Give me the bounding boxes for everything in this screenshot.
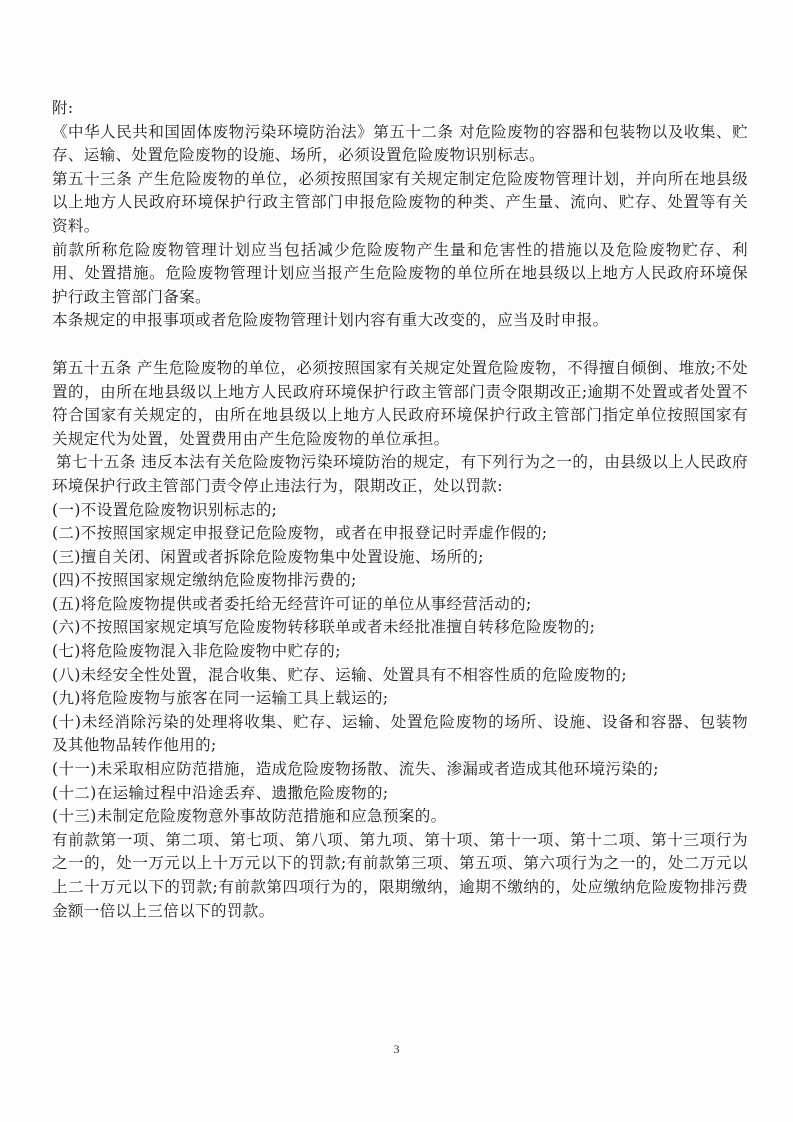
- article-75: 第七十五条 违反本法有关危险废物污染环境防治的规定，有下列行为之一的，由县级以上人民政府环境保护行政主管部门责令停止违法行为，限期改正，处以罚款:: [52, 453, 748, 495]
- list-item: (七)将危险废物混入非危险废物中贮存的;: [52, 642, 341, 661]
- list-item: (八)未经安全性处置，混合收集、贮存、运输、处置具有不相容性质的危险废物的;: [52, 665, 628, 684]
- list-item: (二)不按照国家规定申报登记危险废物，或者在申报登记时弄虚作假的;: [52, 524, 548, 543]
- list-item: (十三)未制定危险废物意外事故防范措施和应急预案的。: [52, 807, 447, 826]
- article-55: 第五十五条 产生危险废物的单位，必须按照国家有关规定处置危险废物，不得擅自倾倒、堆放;不处置的，由所在地县级以上地方人民政府环境保护行政主管部门责令限期改正;逾期不处置或者处置不符合国家有关规定的，由所在地县级以上地方人民政府环境保护行政主管部门指定单位按照国家有关规定代为处置，处置费用由产生危险废物的单位承担。: [52, 358, 748, 448]
- article-52: 《中华人民共和国固体废物污染环境防治法》第五十二条 对危险废物的容器和包装物以及收集、贮存、运输、处置危险废物的设施、场所，必须设置危险废物识别标志。: [52, 122, 748, 165]
- list-item: (四)不按照国家规定缴纳危险废物排污费的;: [52, 571, 357, 590]
- list-item: (六)不按照国家规定填写危险废物转移联单或者未经批准擅自转移危险废物的;: [52, 618, 596, 637]
- list-item: (三)擅自关闭、闲置或者拆除危险废物集中处置设施、场所的;: [52, 547, 484, 566]
- article-53-paragraph-2: 前款所称危险废物管理计划应当包括减少危险废物产生量和危害性的措施以及危险废物贮存、利用、处置措施。危险废物管理计划应当报产生危险废物的单位所在地县级以上地方人民政府环境保护行政主管部门备案。: [52, 240, 748, 306]
- appendix-heading: 附:: [52, 99, 74, 117]
- list-item: (十)未经消除污染的处理将收集、贮存、运输、处置危险废物的场所、设施、设备和容器、包装物及其他物品转作他用的;: [52, 712, 748, 755]
- list-item: (十一)未采取相应防范措施，造成危险废物扬散、流失、渗漏或者造成其他环境污染的;: [52, 760, 659, 779]
- page-number: 3: [393, 1042, 400, 1056]
- list-item: (一)不设置危险废物识别标志的;: [52, 500, 278, 519]
- section-spacer: [52, 333, 748, 357]
- document-body: [52, 97, 748, 923]
- article-53-paragraph-3: 本条规定的申报事项或者危险废物管理计划内容有重大改变的，应当及时申报。: [52, 311, 609, 330]
- penalty-paragraph: 有前款第一项、第二项、第七项、第八项、第九项、第十项、第十一项、第十二项、第十三项行为之一的，处一万元以上十万元以下的罚款;有前款第三项、第五项、第六项行为之一的，处二万元以上二十万元以下的罚款;有前款第四项行为的，限期缴纳，逾期不缴纳的，处应缴纳危险废物排污费金额一倍以上三倍以下的罚款。: [52, 830, 748, 920]
- list-item: (五)将危险废物提供或者委托给无经营许可证的单位从事经营活动的;: [52, 594, 532, 613]
- article-53: 第五十三条 产生危险废物的单位，必须按照国家有关规定制定危险废物管理计划，并向所在地县级以上地方人民政府环境保护行政主管部门申报危险废物的种类、产生量、流向、贮存、处置等有关资料。: [52, 169, 748, 235]
- list-item: (十二)在运输过程中沿途丢弃、遗撒危险废物的;: [52, 783, 389, 802]
- list-item: (九)将危险废物与旅客在同一运输工具上载运的;: [52, 689, 389, 708]
